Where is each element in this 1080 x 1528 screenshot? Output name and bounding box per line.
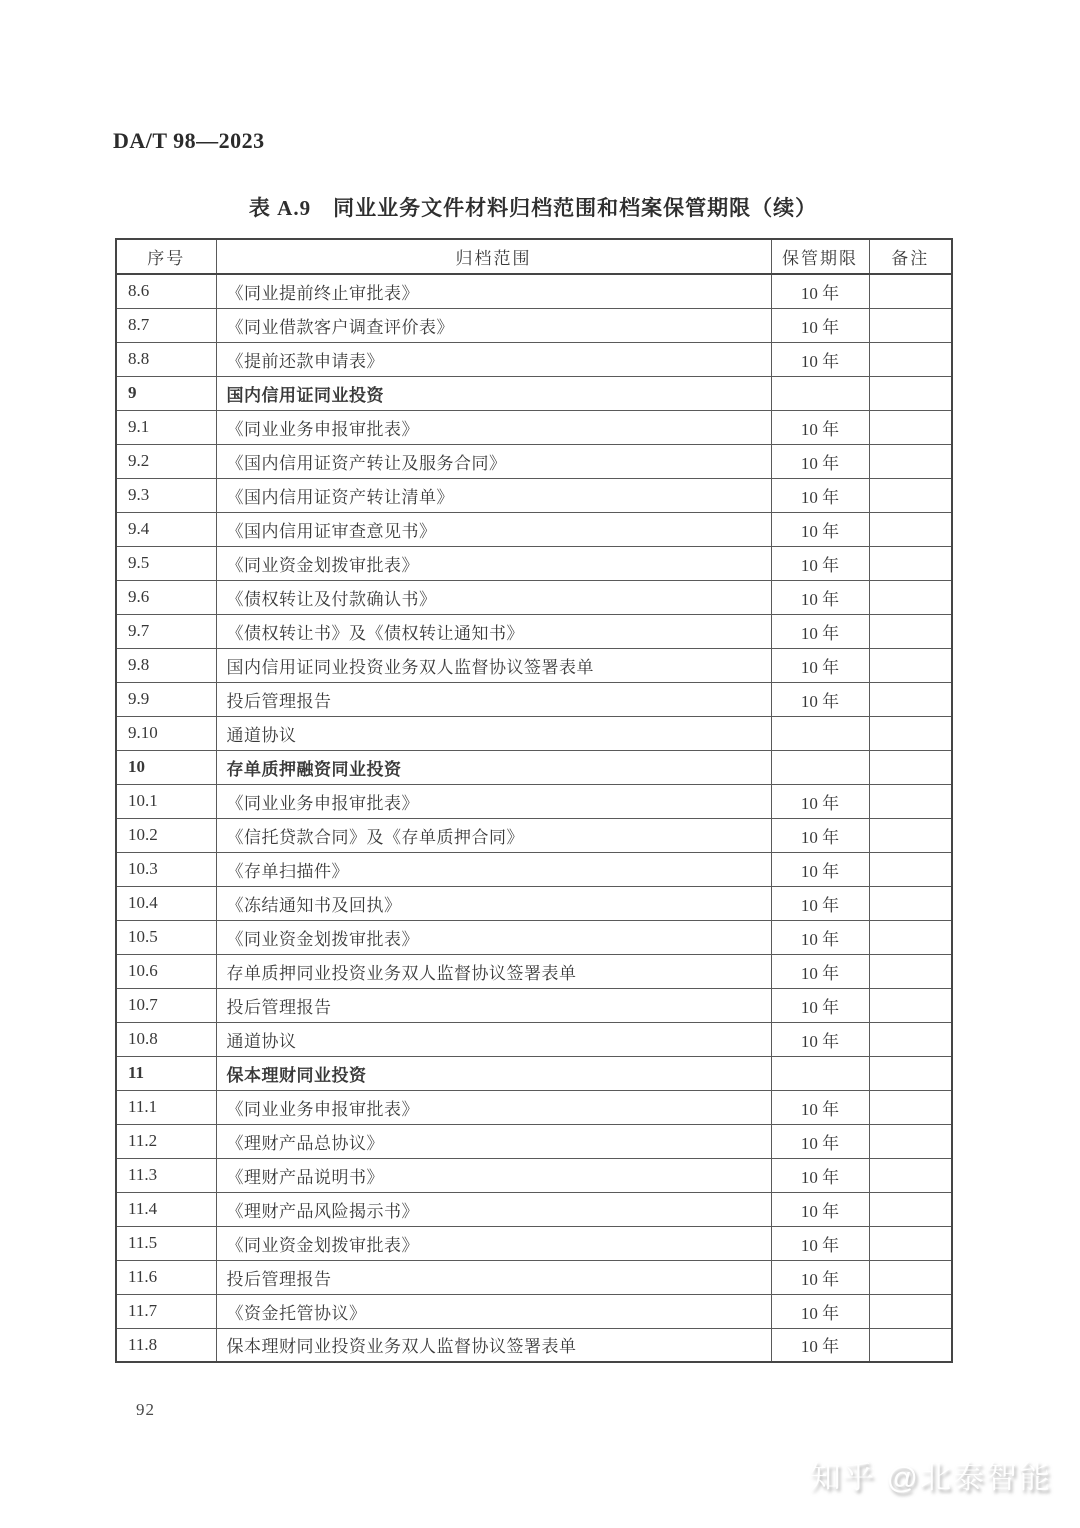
table-row: [116, 512, 952, 546]
table-row: [116, 1124, 952, 1158]
cell-period: 10 年: [771, 1022, 869, 1056]
cell-scope: 《理财产品说明书》: [216, 1158, 771, 1192]
cell-period: 10 年: [771, 512, 869, 546]
table-row: [116, 308, 952, 342]
cell-period: [771, 750, 869, 784]
cell-note: [869, 1260, 952, 1294]
cell-note: [869, 750, 952, 784]
cell-scope: 《同业提前终止审批表》: [216, 274, 771, 308]
cell-num: 11.3: [116, 1158, 216, 1192]
cell-note: [869, 954, 952, 988]
archive-table: [115, 238, 953, 1363]
cell-scope: 保本理财同业投资业务双人监督协议签署表单: [216, 1328, 771, 1362]
cell-num: 9.6: [116, 580, 216, 614]
watermark: 知乎 @北泰智能: [809, 1460, 1052, 1495]
cell-period: 10 年: [771, 410, 869, 444]
cell-period: 10 年: [771, 1328, 869, 1362]
table-row: [116, 274, 952, 308]
cell-scope: 通道协议: [216, 716, 771, 750]
cell-scope: 国内信用证同业投资: [216, 376, 771, 410]
cell-scope: 《国内信用证审查意见书》: [216, 512, 771, 546]
table-row: [116, 1022, 952, 1056]
cell-period: 10 年: [771, 1192, 869, 1226]
cell-num: 10.8: [116, 1022, 216, 1056]
cell-note: [869, 410, 952, 444]
cell-note: [869, 1226, 952, 1260]
cell-num: 10: [116, 750, 216, 784]
cell-scope: 《信托贷款合同》及《存单质押合同》: [216, 818, 771, 852]
cell-num: 8.8: [116, 342, 216, 376]
col-header-note: 备注: [869, 239, 952, 274]
cell-period: 10 年: [771, 546, 869, 580]
table-row: [116, 818, 952, 852]
cell-period: 10 年: [771, 1158, 869, 1192]
cell-note: [869, 1090, 952, 1124]
cell-num: 9.7: [116, 614, 216, 648]
cell-scope: 《资金托管协议》: [216, 1294, 771, 1328]
cell-scope: 《同业资金划拨审批表》: [216, 920, 771, 954]
cell-scope: 《同业资金划拨审批表》: [216, 546, 771, 580]
cell-period: [771, 376, 869, 410]
cell-note: [869, 648, 952, 682]
cell-note: [869, 988, 952, 1022]
cell-num: 11: [116, 1056, 216, 1090]
cell-num: 10.1: [116, 784, 216, 818]
cell-period: 10 年: [771, 818, 869, 852]
cell-period: 10 年: [771, 1124, 869, 1158]
cell-scope: 存单质押融资同业投资: [216, 750, 771, 784]
cell-scope: 《同业业务申报审批表》: [216, 784, 771, 818]
cell-period: 10 年: [771, 1294, 869, 1328]
cell-scope: 《国内信用证资产转让清单》: [216, 478, 771, 512]
cell-period: 10 年: [771, 1260, 869, 1294]
cell-scope: 《同业业务申报审批表》: [216, 410, 771, 444]
cell-note: [869, 274, 952, 308]
cell-scope: 投后管理报告: [216, 682, 771, 716]
cell-num: 11.7: [116, 1294, 216, 1328]
cell-num: 9.4: [116, 512, 216, 546]
cell-num: 9.3: [116, 478, 216, 512]
table-row: [116, 648, 952, 682]
cell-period: [771, 1056, 869, 1090]
cell-note: [869, 1294, 952, 1328]
cell-period: 10 年: [771, 682, 869, 716]
cell-scope: 《同业借款客户调查评价表》: [216, 308, 771, 342]
cell-note: [869, 784, 952, 818]
page-number: 92: [136, 1400, 155, 1419]
cell-scope: 投后管理报告: [216, 988, 771, 1022]
cell-num: 11.2: [116, 1124, 216, 1158]
cell-note: [869, 580, 952, 614]
table-row: [116, 1090, 952, 1124]
cell-num: 10.7: [116, 988, 216, 1022]
table-row: [116, 546, 952, 580]
cell-scope: 《理财产品总协议》: [216, 1124, 771, 1158]
cell-scope: 《提前还款申请表》: [216, 342, 771, 376]
cell-period: 10 年: [771, 1090, 869, 1124]
table-row: [116, 750, 952, 784]
cell-period: 10 年: [771, 886, 869, 920]
cell-scope: 《同业业务申报审批表》: [216, 1090, 771, 1124]
cell-note: [869, 614, 952, 648]
cell-note: [869, 920, 952, 954]
cell-note: [869, 1328, 952, 1362]
table-row: [116, 852, 952, 886]
cell-scope: 《债权转让书》及《债权转让通知书》: [216, 614, 771, 648]
cell-period: 10 年: [771, 988, 869, 1022]
table-row: [116, 1056, 952, 1090]
cell-num: 9.9: [116, 682, 216, 716]
cell-scope: 《同业资金划拨审批表》: [216, 1226, 771, 1260]
cell-num: 11.5: [116, 1226, 216, 1260]
table-title: 表 A.9 同业业务文件材料归档范围和档案保管期限（续）: [248, 196, 818, 220]
table-row: [116, 954, 952, 988]
cell-period: [771, 716, 869, 750]
cell-note: [869, 1124, 952, 1158]
table-row: [116, 920, 952, 954]
cell-note: [869, 308, 952, 342]
cell-num: 9.2: [116, 444, 216, 478]
cell-note: [869, 376, 952, 410]
table-row: [116, 580, 952, 614]
table-row: [116, 1192, 952, 1226]
cell-num: 9.1: [116, 410, 216, 444]
table-row: [116, 682, 952, 716]
table-row: [116, 478, 952, 512]
cell-num: 11.4: [116, 1192, 216, 1226]
cell-num: 9.8: [116, 648, 216, 682]
table-row: [116, 614, 952, 648]
table-row: [116, 716, 952, 750]
table-row: [116, 444, 952, 478]
cell-period: 10 年: [771, 274, 869, 308]
cell-num: 9: [116, 376, 216, 410]
cell-note: [869, 1158, 952, 1192]
cell-scope: 通道协议: [216, 1022, 771, 1056]
cell-num: 11.8: [116, 1328, 216, 1362]
table-row: [116, 1260, 952, 1294]
table-row: [116, 376, 952, 410]
cell-period: 10 年: [771, 920, 869, 954]
col-header-period: 保管期限: [771, 239, 869, 274]
cell-period: 10 年: [771, 308, 869, 342]
cell-note: [869, 342, 952, 376]
cell-num: 8.6: [116, 274, 216, 308]
cell-num: 9.5: [116, 546, 216, 580]
cell-note: [869, 1192, 952, 1226]
cell-period: 10 年: [771, 648, 869, 682]
cell-note: [869, 478, 952, 512]
cell-scope: 《理财产品风险揭示书》: [216, 1192, 771, 1226]
table-row: [116, 784, 952, 818]
cell-note: [869, 1022, 952, 1056]
cell-note: [869, 512, 952, 546]
cell-note: [869, 852, 952, 886]
cell-note: [869, 886, 952, 920]
cell-scope: 保本理财同业投资: [216, 1056, 771, 1090]
table-row: [116, 342, 952, 376]
cell-scope: 投后管理报告: [216, 1260, 771, 1294]
table-row: [116, 988, 952, 1022]
cell-period: 10 年: [771, 614, 869, 648]
cell-num: 10.3: [116, 852, 216, 886]
cell-num: 11.6: [116, 1260, 216, 1294]
table-row: [116, 1294, 952, 1328]
cell-scope: 《冻结通知书及回执》: [216, 886, 771, 920]
cell-num: 9.10: [116, 716, 216, 750]
cell-period: 10 年: [771, 478, 869, 512]
table-row: [116, 1158, 952, 1192]
cell-num: 10.5: [116, 920, 216, 954]
table-row: [116, 1226, 952, 1260]
cell-scope: 国内信用证同业投资业务双人监督协议签署表单: [216, 648, 771, 682]
cell-scope: 《债权转让及付款确认书》: [216, 580, 771, 614]
col-header-scope: 归档范围: [216, 239, 771, 274]
table-row: [116, 410, 952, 444]
table-row: [116, 1328, 952, 1362]
cell-note: [869, 818, 952, 852]
cell-num: 11.1: [116, 1090, 216, 1124]
archive-table-body: [116, 274, 952, 1362]
cell-note: [869, 1056, 952, 1090]
cell-period: 10 年: [771, 784, 869, 818]
col-header-num: 序号: [116, 239, 216, 274]
cell-num: 8.7: [116, 308, 216, 342]
cell-scope: 《存单扫描件》: [216, 852, 771, 886]
cell-period: 10 年: [771, 342, 869, 376]
cell-note: [869, 546, 952, 580]
cell-note: [869, 716, 952, 750]
doc-code: DA/T 98—2023: [113, 128, 265, 153]
cell-period: 10 年: [771, 852, 869, 886]
cell-scope: 《国内信用证资产转让及服务合同》: [216, 444, 771, 478]
cell-num: 10.6: [116, 954, 216, 988]
cell-num: 10.2: [116, 818, 216, 852]
table-row: [116, 886, 952, 920]
cell-period: 10 年: [771, 444, 869, 478]
table-header-row: [116, 239, 952, 274]
cell-note: [869, 444, 952, 478]
cell-period: 10 年: [771, 580, 869, 614]
cell-period: 10 年: [771, 954, 869, 988]
cell-scope: 存单质押同业投资业务双人监督协议签署表单: [216, 954, 771, 988]
cell-num: 10.4: [116, 886, 216, 920]
cell-period: 10 年: [771, 1226, 869, 1260]
cell-note: [869, 682, 952, 716]
